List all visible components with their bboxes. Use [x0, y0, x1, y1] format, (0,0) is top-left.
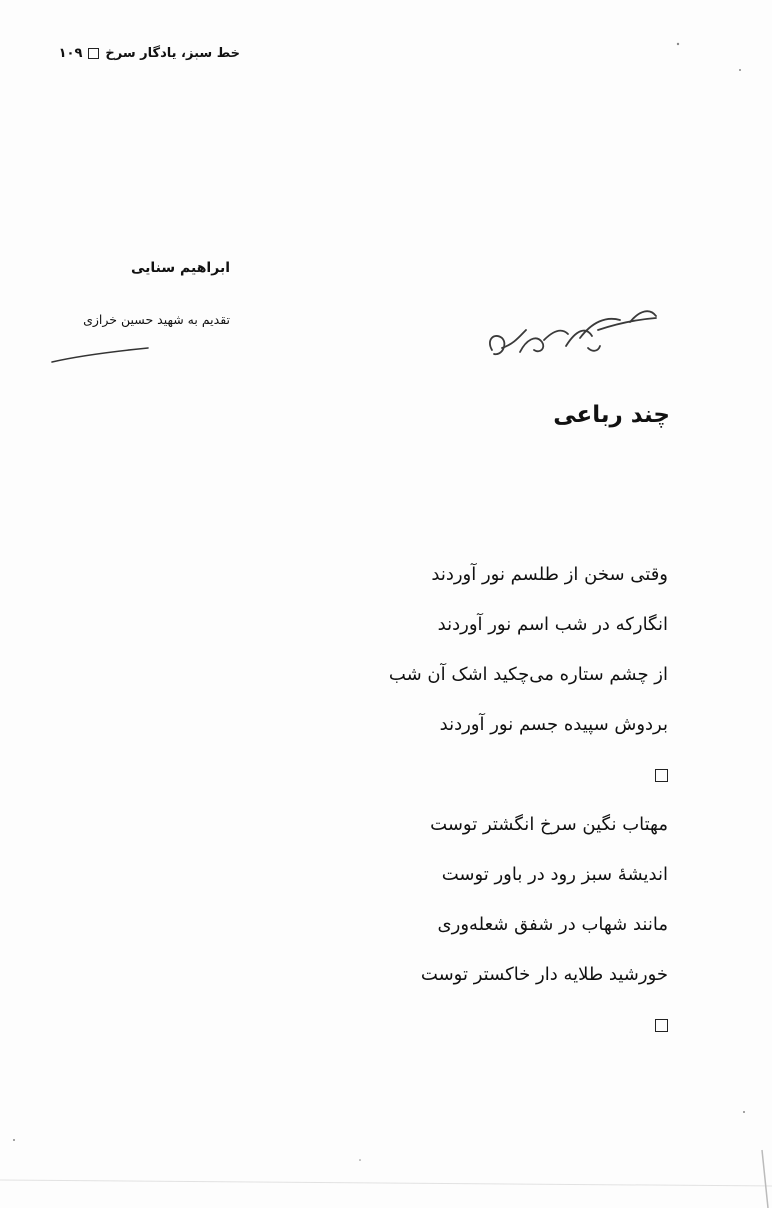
poem-line: از چشم ستاره می‌چکید اشک آن شب	[388, 664, 668, 685]
dedication: تقدیم به شهید حسین خرازی	[83, 312, 230, 327]
poem-line: مانند شهاب در شفق شعله‌وری	[437, 914, 668, 935]
poem-line: وقتی سخن از طلسم نور آوردند	[431, 564, 668, 585]
poem-line: بردوش سپیده جسم نور آوردند	[439, 714, 668, 735]
poem-line: خورشید طلایه دار خاکستر توست	[420, 964, 668, 985]
author-name: ابراهیم سنایی	[131, 260, 230, 276]
poem-title: چند رباعی	[553, 402, 670, 428]
page-number: ۱۰۹	[58, 46, 83, 61]
poem-line: مهتاب نگین سرخ انگشتر توست	[430, 814, 668, 835]
poem-line: انگارکه در شب اسم نور آوردند	[437, 614, 668, 635]
book-title: خط سبز، یادگار سرخ	[105, 46, 240, 61]
poem-line: اندیشهٔ سبز رود در باور توست	[441, 864, 668, 885]
